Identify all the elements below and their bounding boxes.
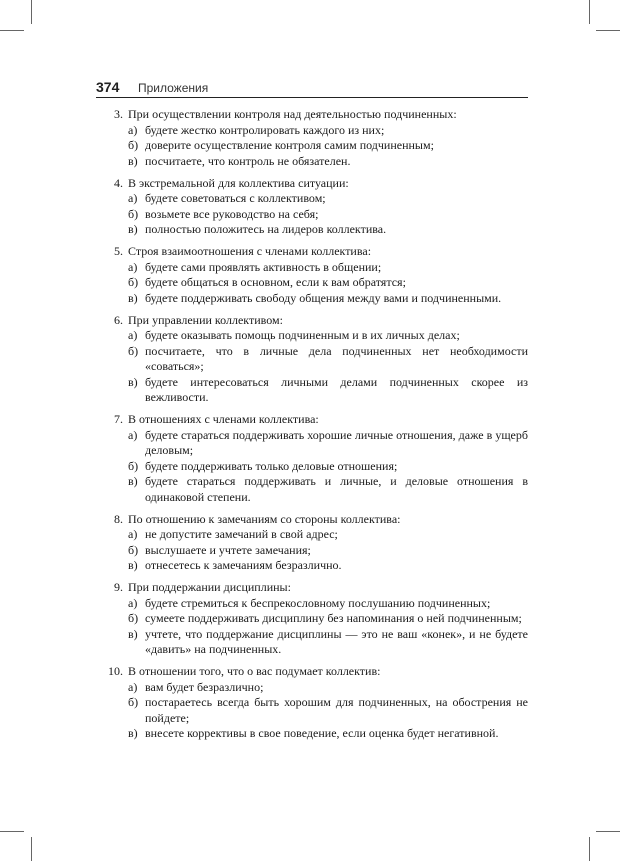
answer-option	[104, 527, 528, 543]
crop-mark	[31, 0, 32, 24]
option-letter: в)	[128, 726, 138, 740]
option-text: будете общаться в основном, если к вам обратятся;	[145, 275, 406, 289]
option-text: постараетесь всегда быть хорошим для подчиненных, на обострения не пойдете;	[145, 695, 528, 725]
answer-option	[104, 726, 528, 742]
answer-option	[104, 695, 528, 726]
crop-mark	[589, 837, 590, 861]
option-letter: в)	[128, 558, 138, 572]
option-text: будете стараться поддерживать и личные, и деловые отношения в одинаковой степени.	[145, 474, 528, 504]
option-letter: б)	[128, 611, 139, 625]
question-number: 9.	[114, 580, 123, 594]
answer-option	[104, 611, 528, 627]
option-text: будете поддерживать свободу общения между вами и подчиненными.	[145, 290, 502, 305]
option-text: будете жестко контролировать каждого из них;	[145, 122, 385, 137]
option-letter: а)	[128, 679, 138, 694]
answer-option	[104, 222, 528, 238]
option-letter: а)	[128, 527, 138, 541]
question-item	[104, 176, 528, 238]
question-line	[104, 664, 528, 680]
running-title: Приложения	[138, 81, 209, 95]
option-text: будете сами проявлять активность в общении;	[145, 259, 382, 274]
answer-option	[104, 191, 528, 207]
question-item	[104, 512, 528, 574]
question-line	[104, 313, 528, 329]
question-item	[104, 107, 528, 169]
crop-mark	[596, 831, 620, 832]
option-text: посчитаете, что контроль не обязателен.	[145, 153, 351, 168]
option-text: будете стараться поддерживать хорошие личные отношения, даже в ущерб деловым;	[145, 427, 528, 457]
option-letter: б)	[128, 458, 139, 473]
question-item	[104, 313, 528, 406]
question-number: 8.	[114, 511, 123, 526]
question-text: При осуществлении контроля над деятельностью подчиненных:	[128, 107, 457, 121]
option-letter: б)	[128, 275, 139, 289]
question-number: 6.	[114, 312, 123, 327]
option-letter: а)	[128, 595, 138, 610]
answer-option	[104, 428, 528, 459]
answer-option	[104, 123, 528, 139]
answer-option	[104, 328, 528, 344]
question-number: 10.	[108, 664, 123, 678]
option-letter: а)	[128, 427, 138, 442]
option-letter: б)	[128, 138, 139, 152]
option-text: сумеете поддерживать дисциплину без напоминания о ней подчиненным;	[145, 611, 522, 625]
crop-mark	[0, 831, 24, 832]
question-text: По отношению к замечаниям со стороны коллектива:	[128, 511, 401, 526]
option-letter: б)	[128, 206, 139, 221]
option-letter: б)	[128, 695, 139, 709]
option-letter: а)	[128, 259, 138, 274]
crop-mark	[596, 30, 620, 31]
answer-option	[104, 207, 528, 223]
crop-mark	[589, 0, 590, 24]
question-item	[104, 244, 528, 306]
question-item	[104, 664, 528, 742]
option-text: будете стремиться к беспрекословному послушанию подчиненных;	[145, 595, 491, 610]
question-number: 7.	[114, 412, 123, 426]
question-line	[104, 244, 528, 260]
option-text: будете поддерживать только деловые отношения;	[145, 458, 398, 473]
option-letter: в)	[128, 626, 138, 641]
option-text: будете советоваться с коллективом;	[145, 191, 326, 205]
option-text: выслушаете и учтете замечания;	[145, 542, 311, 557]
option-text: полностью положитесь на лидеров коллектива.	[145, 222, 387, 236]
option-text: внесете коррективы в свое поведение, если оценка будет негативной.	[145, 726, 499, 740]
question-line	[104, 107, 528, 123]
running-header	[96, 79, 528, 98]
option-letter: б)	[128, 343, 139, 358]
option-text: возьмете все руководство на себя;	[145, 206, 319, 221]
question-line	[104, 512, 528, 528]
page-number: 374	[96, 79, 120, 95]
question-item	[104, 580, 528, 658]
option-letter: а)	[128, 191, 138, 205]
question-text: При управлении коллективом:	[128, 312, 283, 327]
question-text: В отношениях с членами коллектива:	[128, 412, 319, 426]
crop-mark	[31, 837, 32, 861]
option-letter: в)	[128, 474, 138, 488]
question-line	[104, 412, 528, 428]
option-letter: а)	[128, 122, 138, 137]
answer-option	[104, 459, 528, 475]
question-number: 5.	[114, 244, 123, 258]
option-text: учтете, что поддержание дисциплины — это не ваш «конек», и не будете «давить» на подчиненных.	[145, 626, 528, 656]
question-text: В отношении того, что о вас подумает коллектив:	[128, 664, 381, 678]
answer-option	[104, 375, 528, 406]
option-letter: в)	[128, 153, 138, 168]
answer-option	[104, 291, 528, 307]
question-text: В экстремальной для коллектива ситуации:	[128, 175, 349, 190]
answer-option	[104, 680, 528, 696]
option-letter: в)	[128, 222, 138, 236]
question-number: 3.	[114, 107, 123, 121]
option-letter: а)	[128, 328, 138, 342]
answer-option	[104, 558, 528, 574]
question-line	[104, 580, 528, 596]
option-text: будете оказывать помощь подчиненным и в их личных делах;	[145, 328, 460, 342]
option-text: отнесетесь к замечаниям безразлично.	[145, 558, 342, 572]
answer-option	[104, 275, 528, 291]
answer-option	[104, 474, 528, 505]
option-letter: в)	[128, 374, 138, 389]
crop-mark	[0, 30, 24, 31]
answer-option	[104, 627, 528, 658]
answer-option	[104, 344, 528, 375]
answer-option	[104, 596, 528, 612]
answer-option	[104, 543, 528, 559]
option-text: вам будет безразлично;	[145, 679, 264, 694]
option-text: будете интересоваться личными делами подчиненных скорее из вежливости.	[145, 374, 528, 404]
answer-option	[104, 154, 528, 170]
question-item	[104, 412, 528, 505]
question-list	[104, 107, 528, 748]
answer-option	[104, 260, 528, 276]
option-letter: б)	[128, 542, 139, 557]
question-text: Строя взаимоотношения с членами коллектива:	[128, 244, 372, 258]
question-number: 4.	[114, 175, 123, 190]
option-text: не допустите замечаний в свой адрес;	[145, 527, 338, 541]
option-text: посчитаете, что в личные дела подчиненных нет необходимости «соваться»;	[145, 343, 528, 373]
question-text: При поддержании дисциплины:	[128, 580, 291, 594]
option-text: доверите осуществление контроля самим подчиненным;	[145, 138, 434, 152]
option-letter: в)	[128, 290, 138, 305]
answer-option	[104, 138, 528, 154]
question-line	[104, 176, 528, 192]
